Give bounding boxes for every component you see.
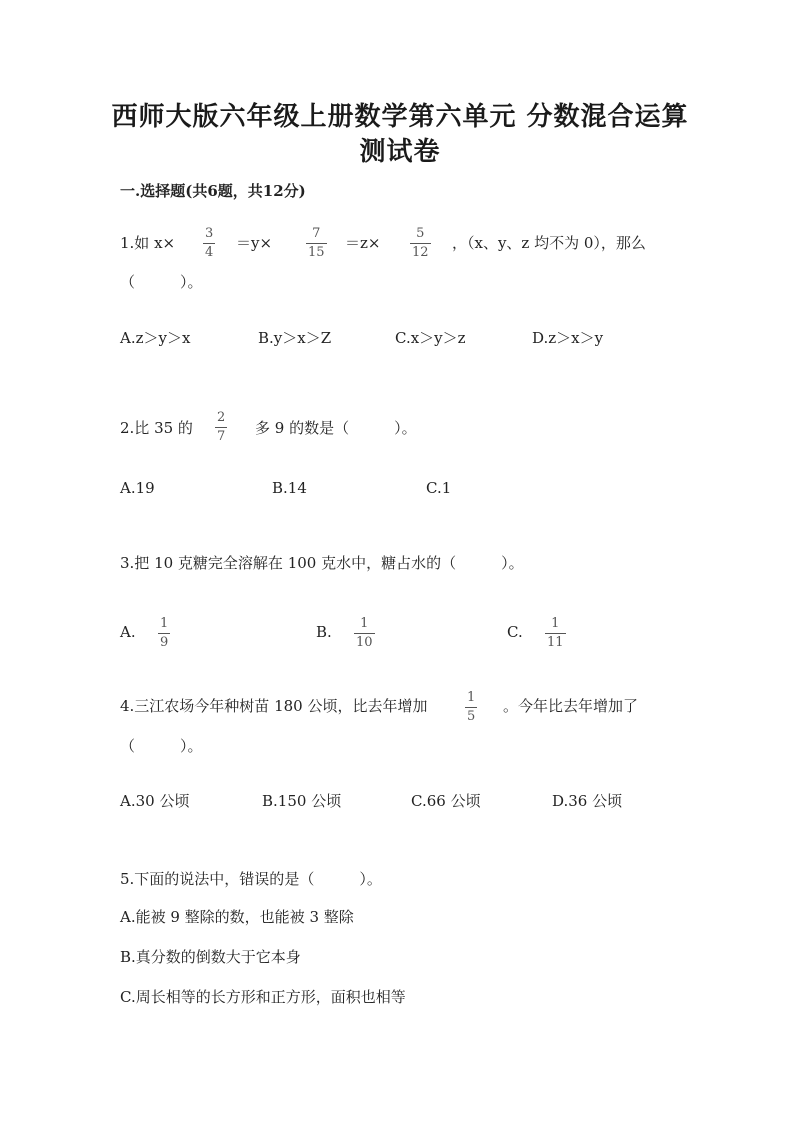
page-title-line2: 测试卷 [359, 137, 441, 167]
q4-prefix: 4.三江农场今年种树苗 180 公顷，比去年增加 [120, 697, 428, 715]
q3-option-a-fraction [158, 616, 170, 650]
q1-fraction-2 [306, 226, 327, 260]
q1-option-a: A.z＞y＞x [120, 329, 191, 347]
q4-suffix: 。今年比去年增加了 [503, 697, 639, 715]
q4-option-a: A.30 公顷 [120, 792, 190, 810]
q4-fraction [465, 690, 477, 724]
q1-f1-numerator: 3 [205, 226, 214, 241]
q2-suffix: 多 9 的数是（ ）。 [255, 419, 417, 437]
q1-f2-denominator: 15 [308, 245, 325, 260]
q5-option-a: A.能被 9 整除的数，也能被 3 整除 [120, 908, 354, 926]
q3-text: 3.把 10 克糖完全溶解在 100 克水中，糖占水的（ ）。 [120, 554, 524, 572]
q3-c-numerator: 1 [551, 616, 560, 631]
fraction-bar [203, 243, 215, 244]
q1-eq1: ＝y× [236, 234, 273, 252]
q1-eq2: ＝z× [345, 234, 381, 252]
q2-denominator: 7 [217, 429, 226, 444]
q5-option-c: C.周长相等的长方形和正方形，面积也相等 [120, 988, 406, 1006]
q1-f2-numerator: 7 [312, 226, 321, 241]
q1-fraction-3 [410, 226, 431, 260]
q1-f1-denominator: 4 [205, 245, 214, 260]
q1-suffix: ，（x、y、z 均不为 0），那么 [452, 234, 646, 252]
q1-option-b: B.y＞x＞Z [258, 329, 332, 347]
q1-prefix: 1.如 x× [120, 234, 176, 252]
q5-text: 5.下面的说法中，错误的是（ ）。 [120, 870, 382, 888]
fraction-bar [465, 707, 477, 708]
q3-a-numerator: 1 [160, 616, 169, 631]
q2-option-a: A.19 [120, 479, 155, 497]
q4-numerator: 1 [467, 690, 476, 705]
fraction-bar [306, 243, 327, 244]
q3-option-c-fraction [545, 616, 566, 650]
q1-fraction-1 [203, 226, 215, 260]
q4-denominator: 5 [467, 709, 476, 724]
q1-option-c: C.x＞y＞z [395, 329, 466, 347]
q1-f3-numerator: 5 [416, 226, 425, 241]
q2-option-c: C.1 [426, 479, 452, 497]
q1-f3-denominator: 12 [412, 245, 429, 260]
q4-option-c: C.66 公顷 [411, 792, 481, 810]
q3-option-c-label: C. [507, 623, 523, 641]
q2-fraction [215, 410, 227, 444]
page-title-line1: 西师大版六年级上册数学第六单元 分数混合运算 [111, 102, 689, 132]
q1-answer-blank: （ ）。 [120, 273, 203, 291]
q3-b-numerator: 1 [360, 616, 369, 631]
q3-option-b-label: B. [316, 623, 332, 641]
q4-option-b: B.150 公顷 [262, 792, 342, 810]
q3-a-denominator: 9 [160, 635, 169, 650]
q3-option-a-label: A. [120, 623, 136, 641]
q2-prefix: 2.比 35 的 [120, 419, 193, 437]
q4-option-d: D.36 公顷 [552, 792, 623, 810]
q4-answer-blank: （ ）。 [120, 737, 203, 755]
fraction-bar [215, 427, 227, 428]
fraction-bar [545, 633, 566, 634]
q2-option-b: B.14 [272, 479, 307, 497]
q1-option-d: D.z＞x＞y [532, 329, 604, 347]
q2-numerator: 2 [217, 410, 226, 425]
q3-option-b-fraction [354, 616, 375, 650]
fraction-bar [158, 633, 170, 634]
fraction-bar [354, 633, 375, 634]
section-heading: 一.选择题(共6题，共12分) [120, 182, 306, 200]
fraction-bar [410, 243, 431, 244]
q3-c-denominator: 11 [547, 635, 564, 650]
q5-option-b: B.真分数的倒数大于它本身 [120, 948, 301, 966]
q3-b-denominator: 10 [356, 635, 373, 650]
